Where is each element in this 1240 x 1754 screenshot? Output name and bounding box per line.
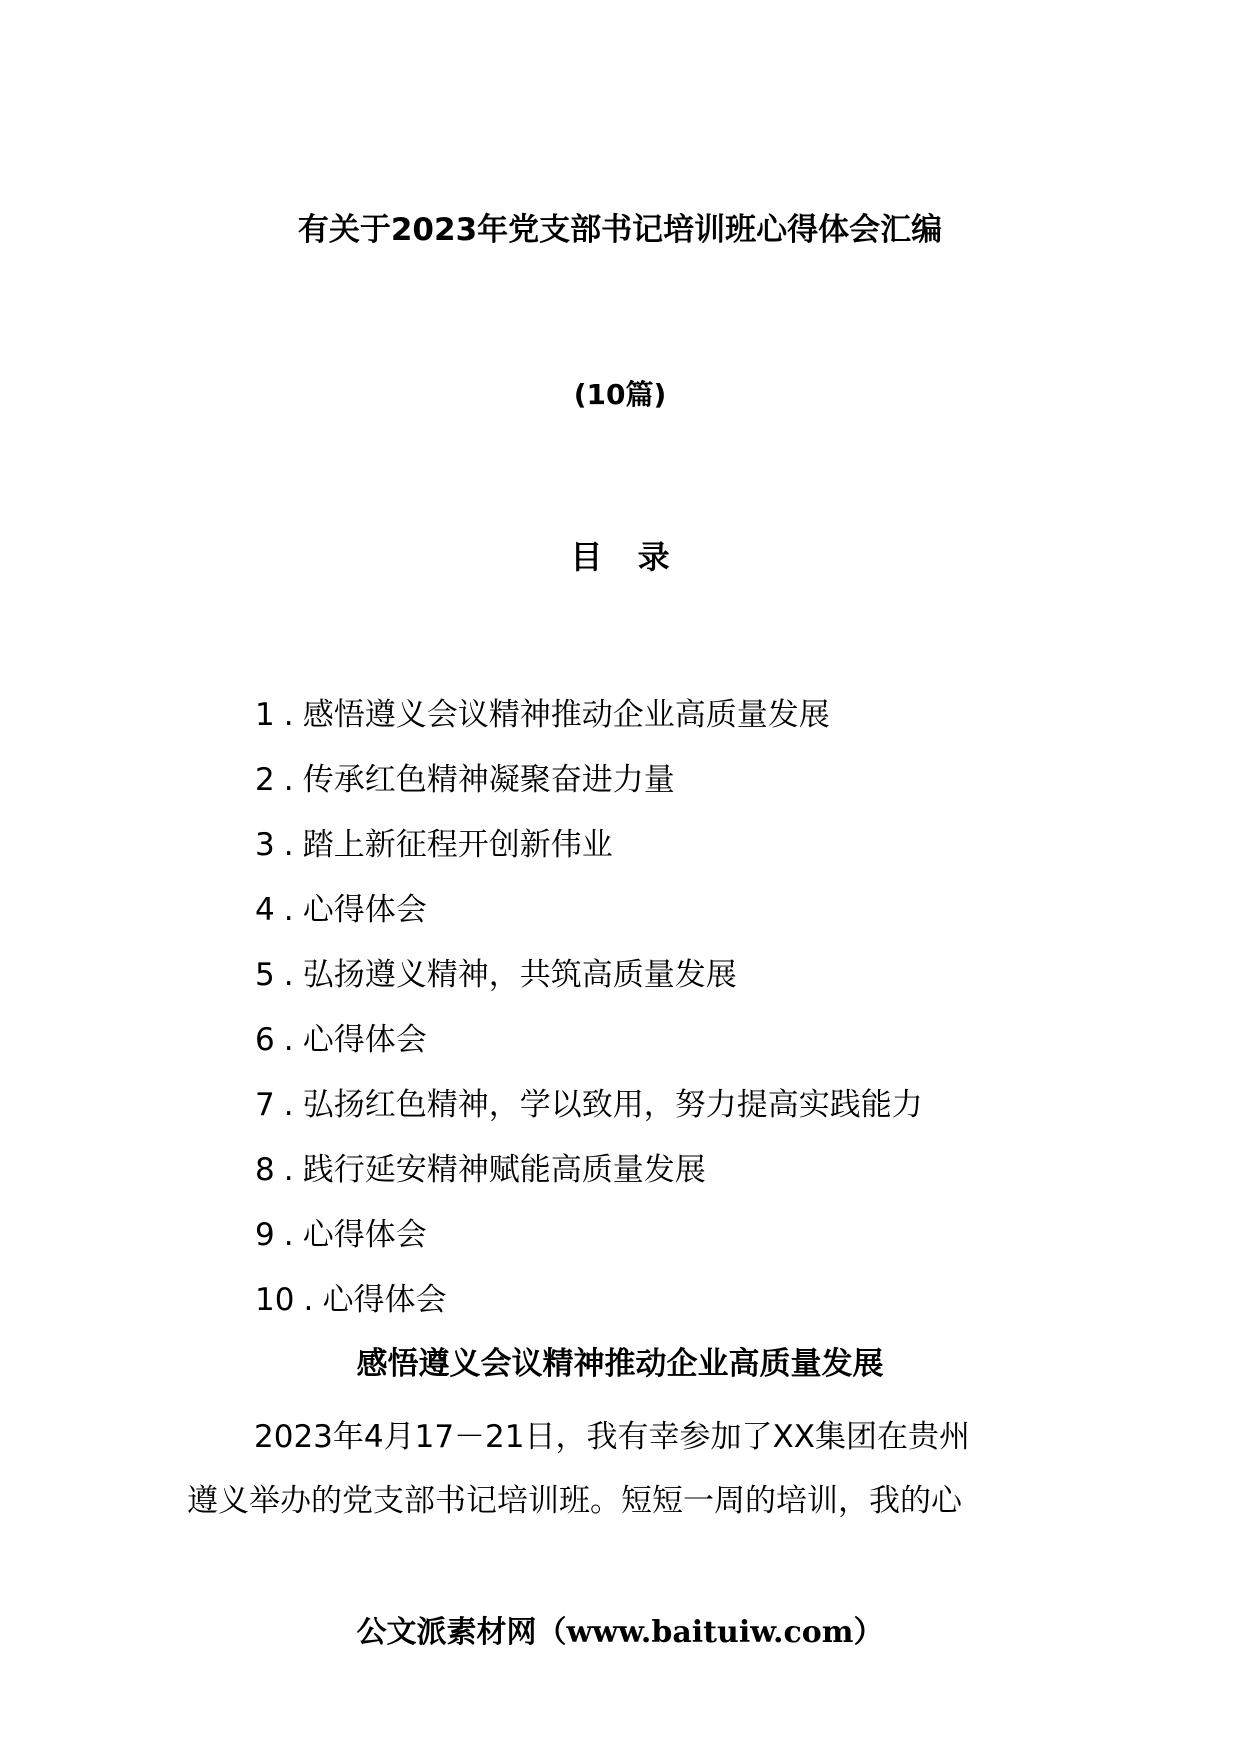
toc-item-number: 8: [255, 1152, 275, 1188]
body-line: 2023年4月17－21日，我有幸参加了XX集团在贵州: [254, 1419, 970, 1455]
toc-item-label: 心得体会: [302, 1217, 427, 1253]
toc-item-separator: .: [283, 1217, 294, 1253]
toc-item-label: 弘扬遵义精神，共筑高质量发展: [302, 957, 737, 993]
document-subtitle: (10篇): [573, 378, 667, 411]
page-footer: 公文派素材网（www.baituiw.com）: [356, 1615, 884, 1650]
toc-item: [255, 1280, 923, 1345]
toc-heading: 目 录: [570, 538, 682, 576]
toc-item-separator: .: [283, 697, 294, 733]
toc-item: [255, 1150, 923, 1215]
toc-item-label: 弘扬红色精神，学以致用，努力提高实践能力: [302, 1087, 923, 1123]
toc-item-number: 1: [255, 697, 275, 733]
section-heading: 感悟遵义会议精神推动企业高质量发展: [356, 1346, 884, 1382]
body-paragraph: [187, 1405, 1053, 1533]
toc-item-separator: .: [283, 892, 294, 928]
toc-item: [255, 1215, 923, 1280]
toc-item-number: 9: [255, 1217, 275, 1253]
body-line: 遵义举办的党支部书记培训班。短短一周的培训，我的心: [187, 1483, 962, 1519]
toc-item-number: 10: [255, 1282, 295, 1318]
toc-item-separator: .: [283, 957, 294, 993]
toc-item-number: 6: [255, 1022, 275, 1058]
toc-item-number: 3: [255, 827, 275, 863]
document-title: 有关于2023年党支部书记培训班心得体会汇编: [297, 212, 943, 248]
toc-item-label: 踏上新征程开创新伟业: [302, 827, 613, 863]
toc-item: [255, 890, 923, 955]
toc-item-label: 心得体会: [302, 1022, 427, 1058]
toc-item-label: 感悟遵义会议精神推动企业高质量发展: [302, 697, 830, 733]
toc-item-label: 心得体会: [322, 1282, 447, 1318]
toc-item-separator: .: [303, 1282, 314, 1318]
toc-item-separator: .: [283, 827, 294, 863]
toc-item: [255, 1020, 923, 1085]
toc-item-number: 2: [255, 762, 275, 798]
toc-item-separator: .: [283, 1152, 294, 1188]
toc-item-number: 7: [255, 1087, 275, 1123]
toc-item: [255, 760, 923, 825]
toc-item-separator: .: [283, 762, 294, 798]
table-of-contents: [255, 695, 923, 1345]
toc-item-number: 5: [255, 957, 275, 993]
toc-item-label: 践行延安精神赋能高质量发展: [302, 1152, 706, 1188]
toc-item: [255, 695, 923, 760]
toc-item-number: 4: [255, 892, 275, 928]
toc-item: [255, 825, 923, 890]
toc-item-separator: .: [283, 1087, 294, 1123]
toc-item: [255, 1085, 923, 1150]
toc-item-label: 心得体会: [302, 892, 427, 928]
toc-item: [255, 955, 923, 1020]
toc-item-separator: .: [283, 1022, 294, 1058]
toc-item-label: 传承红色精神凝聚奋进力量: [302, 762, 675, 798]
